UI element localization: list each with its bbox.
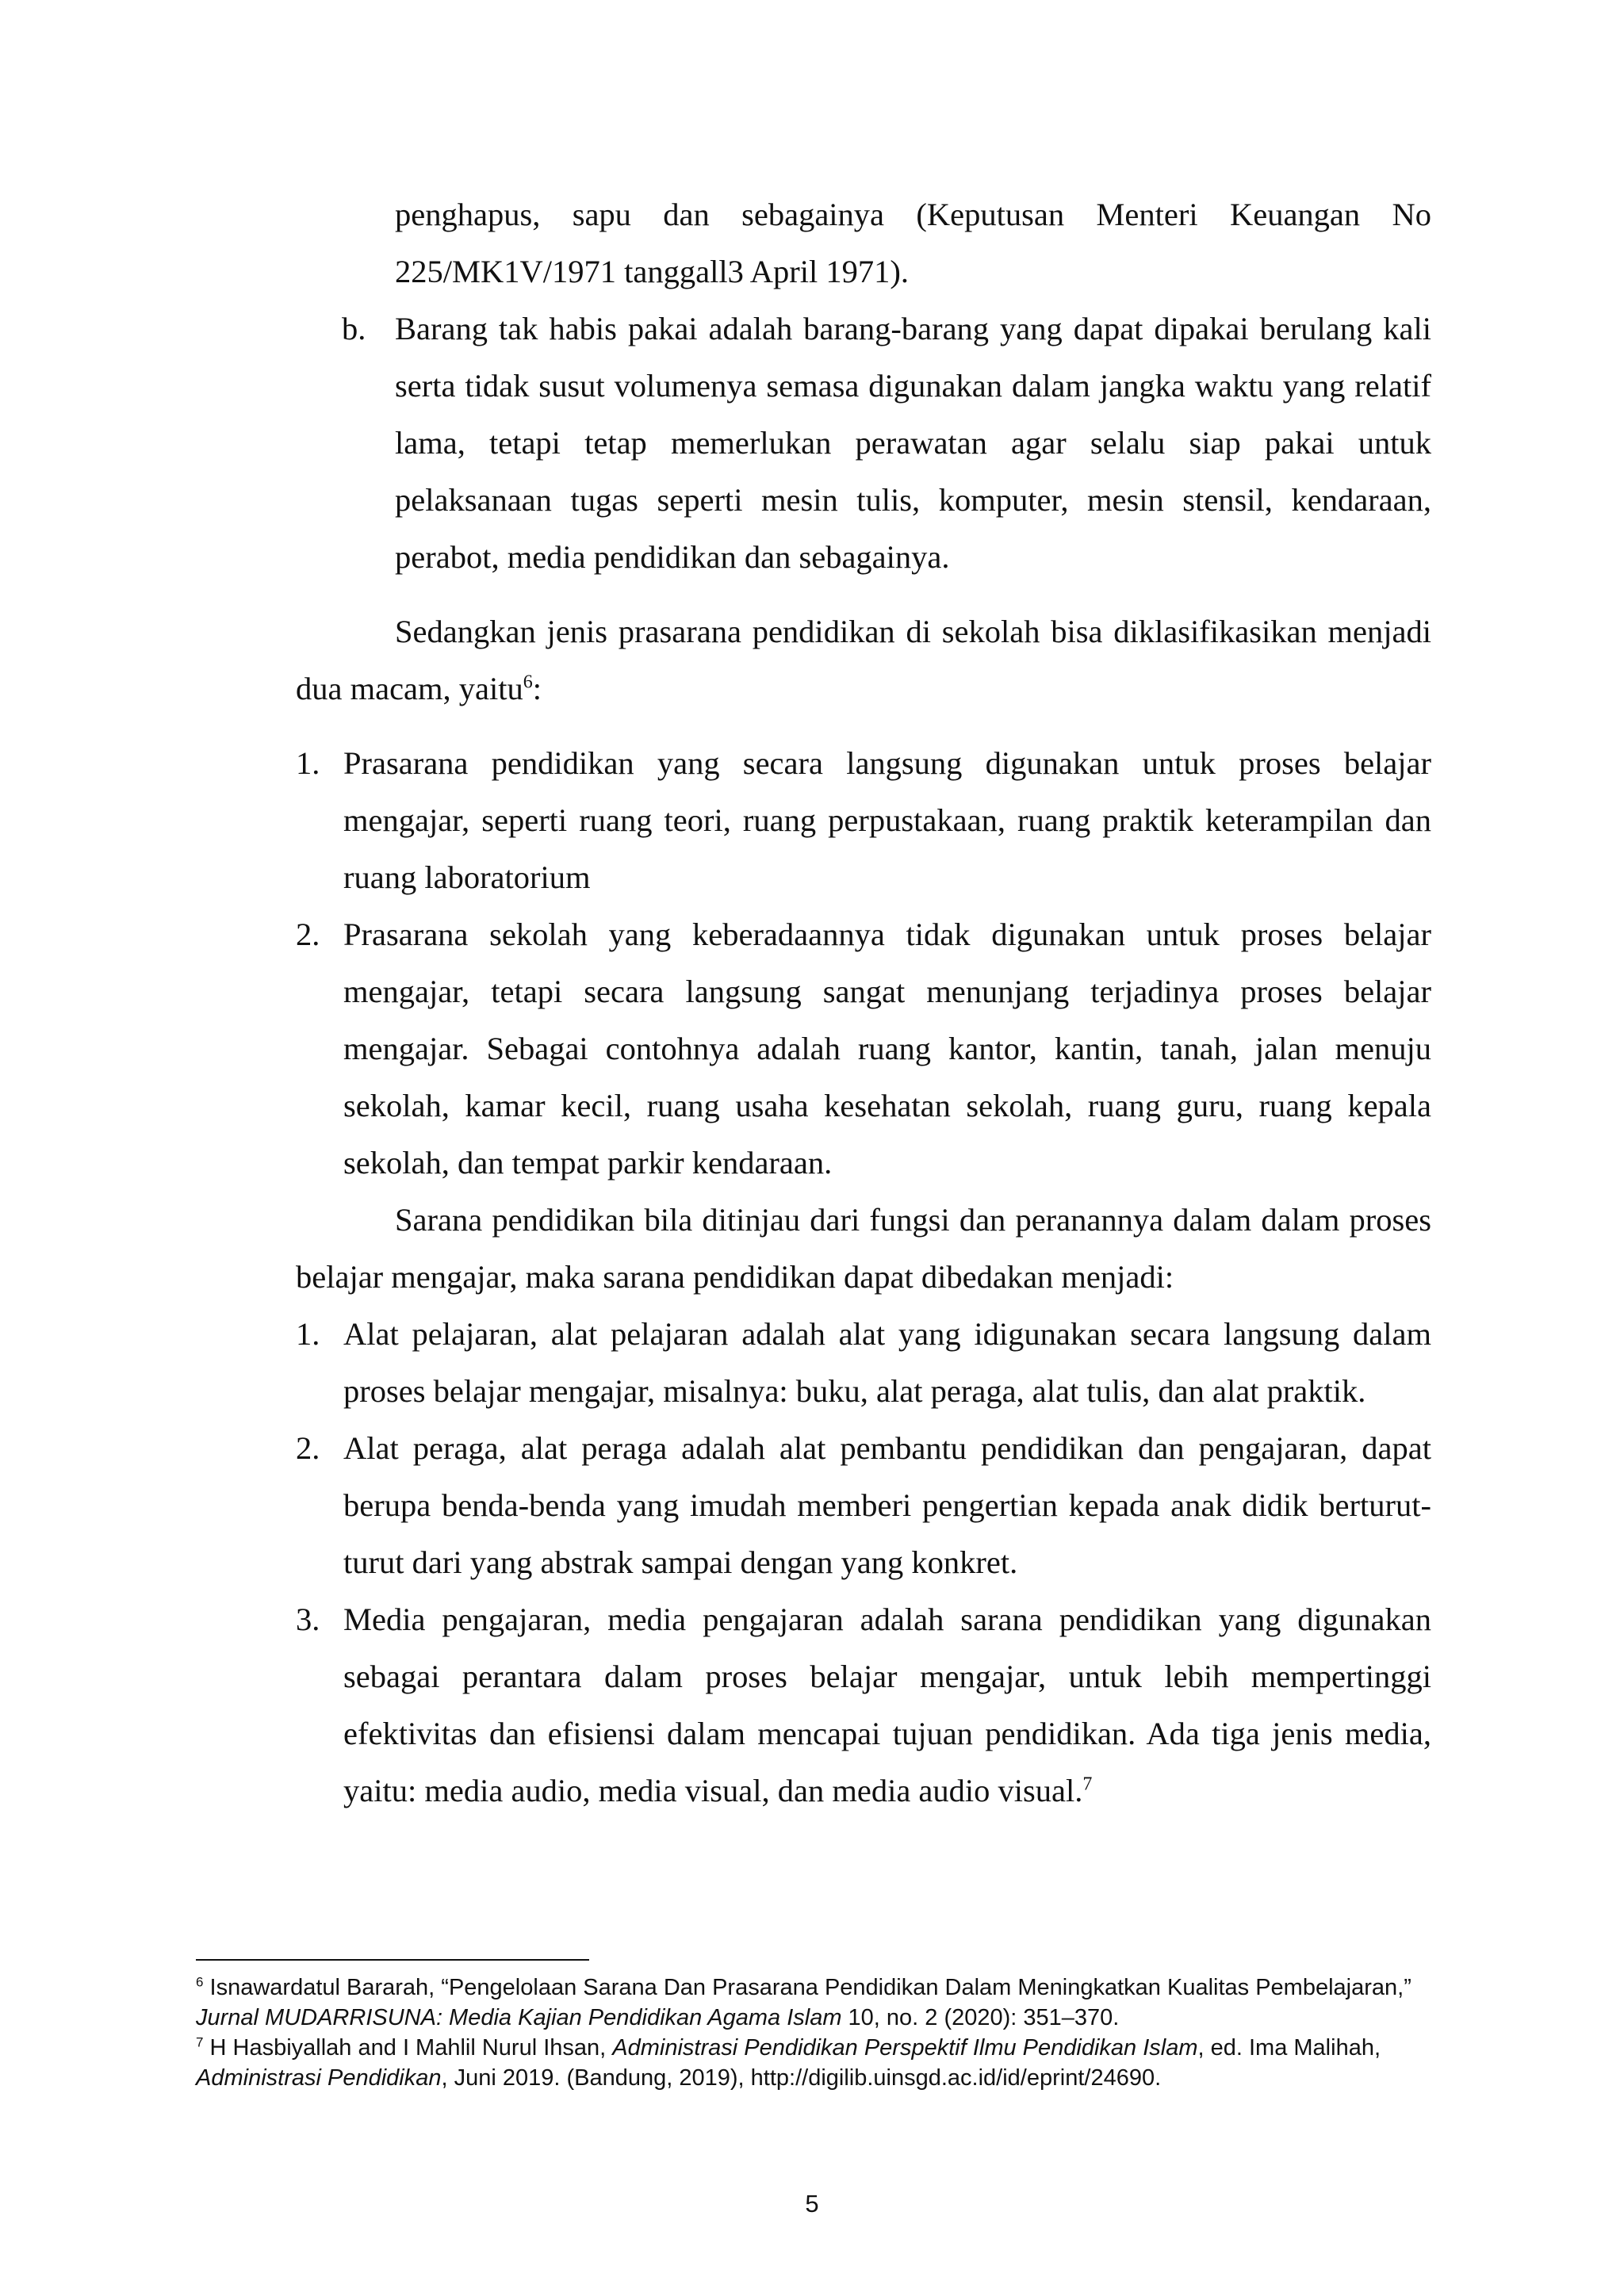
list-item-b	[296, 300, 1431, 586]
list-item-text: Media pengajaran, media pengajaran adalah sarana pendidikan yang digunakan sebagai perantara dalam proses belajar mengajar, untuk lebih mempertinggi efektivitas dan efisiensi dalam mencapai tujuan pendidikan. Ada tiga jenis media, yaitu: media audio, media visual, dan media audio visual.	[343, 1601, 1431, 1808]
footnote-ref: 6	[523, 672, 533, 693]
footnote-7	[196, 2033, 1433, 2093]
footnote-number: 6	[196, 1974, 204, 1990]
list-marker: 2.	[296, 916, 320, 952]
sarana-list	[296, 1306, 1431, 1820]
list-item	[296, 906, 1431, 1192]
paragraph-sarana-intro: Sarana pendidikan bila ditinjau dari fungsi dan peranannya dalam dalam proses belajar mengajar, maka sarana pendidikan dapat dibedakan menjadi:	[296, 1202, 1431, 1295]
list-item	[296, 1420, 1431, 1591]
list-item-text: Prasarana sekolah yang keberadaannya tidak digunakan untuk proses belajar mengajar, tetapi secara langsung sangat menunjang terjadinya proses belajar mengajar. Sebagai contohnya adalah ruang kantor, kantin, tanah, jalan menuju sekolah, kamar kecil, ruang usaha kesehatan sekolah, ruang guru, ruang kepala sekolah, dan tempat parkir kendaraan.	[343, 916, 1431, 1181]
footnote-number: 7	[196, 2034, 204, 2050]
footnote-text: H Hasbiyallah and I Mahlil Nurul Ihsan,	[203, 2035, 613, 2061]
journal-title: Jurnal MUDARRISUNA: Media Kajian Pendidikan Agama Islam	[196, 2005, 842, 2030]
list-item	[296, 735, 1431, 906]
list-item	[296, 1591, 1431, 1820]
paragraph-suffix: :	[532, 671, 542, 706]
list-marker: 2.	[296, 1430, 320, 1466]
list-item-text: Barang tak habis pakai adalah barang-barang yang dapat dipakai berulang kali serta tidak susut volumenya semasa digunakan dalam jangka waktu yang relatif lama, tetapi tetap memerlukan perawatan agar selalu siap pakai untuk pelaksanaan tugas seperti mesin tulis, komputer, mesin stensil, kendaraan, perabot, media pendidikan dan sebagainya.	[395, 311, 1431, 575]
book-series-title: Administrasi Pendidikan	[196, 2065, 442, 2091]
footnote-text: , ed. Ima Malihah,	[1197, 2035, 1381, 2061]
list-marker: b.	[342, 311, 366, 346]
list-item-text: Prasarana pendidikan yang secara langsung digunakan untuk proses belajar mengajar, seperti ruang teori, ruang perpustakaan, ruang praktik keterampilan dan ruang laboratorium	[343, 745, 1431, 895]
list-item-text: penghapus, sapu dan sebagainya (Keputusan Menteri Keuangan No 225/MK1V/1971 tanggall3 April 1971).	[395, 197, 1431, 289]
list-marker: 3.	[296, 1601, 320, 1637]
list-item-text: Alat peraga, alat peraga adalah alat pembantu pendidikan dan pengajaran, dapat berupa benda-benda yang imudah memberi pengertian kepada anak didik berturut-turut dari yang abstrak sampai dengan yang konkret.	[343, 1430, 1431, 1580]
paragraph-prasarana-intro	[296, 603, 1431, 718]
list-marker: 1.	[296, 745, 320, 781]
footnote-text: , Juni 2019. (Bandung, 2019), http://digilib.uinsgd.ac.id/id/eprint/24690.	[441, 2065, 1162, 2091]
list-item-text: Alat pelajaran, alat pelajaran adalah alat yang idigunakan secara langsung dalam proses belajar mengajar, misalnya: buku, alat peraga, alat tulis, dan alat praktik.	[343, 1316, 1431, 1409]
page-number: 5	[805, 2190, 819, 2218]
prasarana-list	[296, 735, 1431, 1192]
list-item	[296, 1306, 1431, 1420]
footnote-divider	[196, 1959, 589, 1961]
footnote-text: Isnawardatul Bararah, “Pengelolaan Sarana Dan Prasarana Pendidikan Dalam Meningkatkan Kualitas Pembelajaran,”	[203, 1975, 1411, 2000]
footnote-ref: 7	[1082, 1774, 1093, 1795]
paragraph-text: Sedangkan jenis prasarana pendidikan di sekolah bisa diklasifikasikan menjadi dua macam, yaitu	[296, 614, 1431, 706]
book-title: Administrasi Pendidikan Perspektif Ilmu Pendidikan Islam	[612, 2035, 1198, 2061]
main-text	[296, 186, 1431, 1820]
footnotes	[196, 1973, 1433, 2093]
list-marker: 1.	[296, 1316, 320, 1352]
footnote-text: 10, no. 2 (2020): 351–370.	[841, 2005, 1120, 2030]
footnote-6	[196, 1973, 1433, 2033]
list-item-a-continuation	[296, 186, 1431, 300]
